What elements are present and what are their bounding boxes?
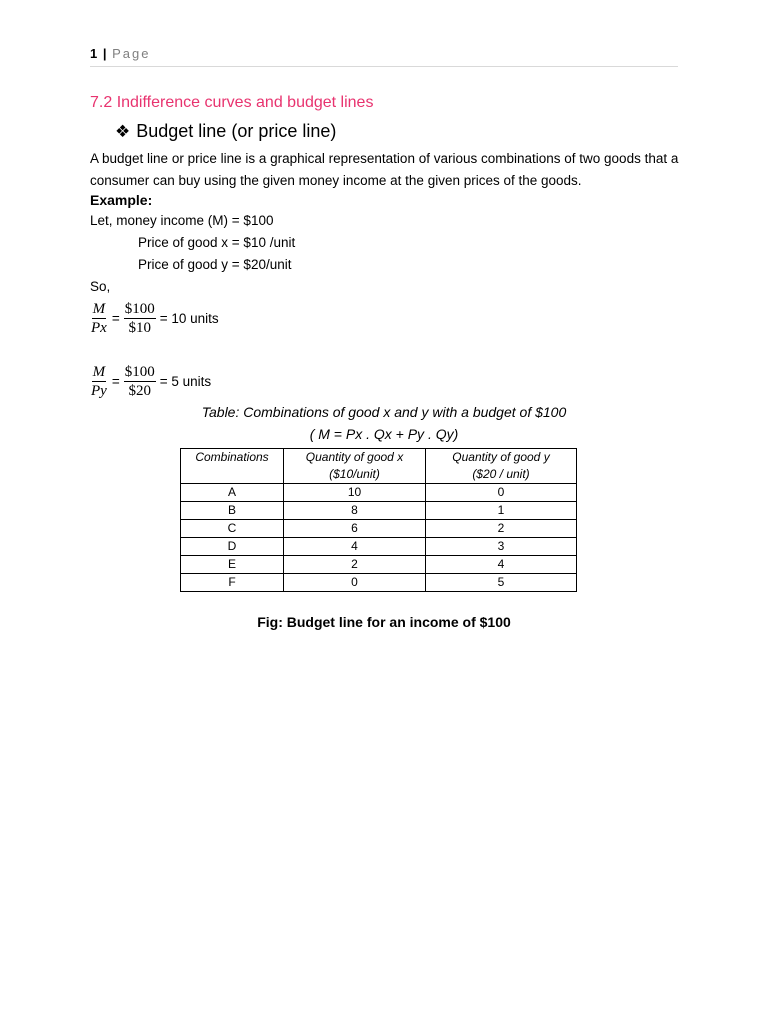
price-y-line: Price of good y = $20/unit (138, 257, 292, 272)
page-label: Page (112, 46, 151, 61)
header-line: Combinations (195, 450, 269, 464)
table-cell: D (181, 538, 284, 556)
table-header-row (181, 449, 577, 484)
table-cell: A (181, 484, 284, 502)
price-x-line: Price of good x = $10 /unit (138, 235, 296, 250)
table-cell: C (181, 520, 284, 538)
header-line: ($20 / unit) (472, 467, 530, 481)
table-row (181, 556, 577, 574)
header-line: ($10/unit) (329, 467, 380, 481)
definition-paragraph: A budget line or price line is a graphical representation of various combinations of two goods that a consumer can buy using the given money income at the given prices of the goods. (90, 151, 679, 188)
table-cell: 10 (284, 484, 426, 502)
equation-result: = 10 units (159, 311, 219, 326)
equals-sign: = (111, 374, 120, 389)
table-cell: 8 (284, 502, 426, 520)
table-row (181, 520, 577, 538)
table-formula: ( M = Px . Qx + Py . Qy) (309, 426, 459, 442)
table-cell: 3 (426, 538, 577, 556)
column-header-quantity-x (284, 449, 426, 484)
equation-m-over-px (90, 300, 219, 337)
table-cell: 2 (426, 520, 577, 538)
fraction-denominator: Py (91, 383, 107, 399)
fraction-100-10 (124, 300, 156, 337)
combinations-table (180, 448, 577, 592)
figure-caption: Fig: Budget line for an income of $100 (257, 614, 511, 630)
table-cell: 5 (426, 574, 577, 592)
fraction-numerator: $100 (124, 301, 155, 317)
header-line: Quantity of good x (305, 450, 404, 464)
table-cell: E (181, 556, 284, 574)
fraction-denominator: $10 (128, 320, 151, 336)
fraction-numerator: M (92, 301, 106, 317)
table-cell: 4 (284, 538, 426, 556)
equals-sign: = (111, 311, 120, 326)
fraction-numerator: $100 (124, 364, 155, 380)
equation-result: = 5 units (159, 374, 212, 389)
table-cell: 0 (284, 574, 426, 592)
subsection-title-text: Budget line (or price line) (136, 121, 337, 141)
equation-m-over-py (90, 363, 211, 400)
table-cell: 4 (426, 556, 577, 574)
column-header-quantity-y (426, 449, 577, 484)
table-cell: B (181, 502, 284, 520)
section-title: 7.2 Indifference curves and budget lines (90, 94, 374, 111)
header-separator: | (102, 46, 107, 61)
page-header (90, 46, 678, 67)
fraction-100-20 (124, 363, 156, 400)
column-header-combinations (181, 449, 284, 484)
subsection-title (115, 121, 336, 142)
table-caption: Table: Combinations of good x and y with a budget of $100 (201, 404, 567, 420)
fraction-denominator: $20 (128, 383, 151, 399)
table-cell: 0 (426, 484, 577, 502)
fraction-numerator: M (92, 364, 106, 380)
so-line: So, (90, 279, 111, 294)
fraction-denominator: Px (91, 320, 107, 336)
fraction-m-py (90, 363, 108, 400)
page-number: 1 (90, 46, 98, 61)
table-cell: F (181, 574, 284, 592)
header-line: Quantity of good y (452, 450, 550, 464)
table-row (181, 538, 577, 556)
table-cell: 6 (284, 520, 426, 538)
income-line: Let, money income (M) = $100 (90, 213, 274, 228)
diamond-bullet-icon: ❖ (115, 122, 131, 141)
fraction-m-px (90, 300, 108, 337)
table-cell: 1 (426, 502, 577, 520)
table-row (181, 574, 577, 592)
table-row (181, 484, 577, 502)
example-label: Example: (90, 192, 153, 208)
table-cell: 2 (284, 556, 426, 574)
table-row (181, 502, 577, 520)
